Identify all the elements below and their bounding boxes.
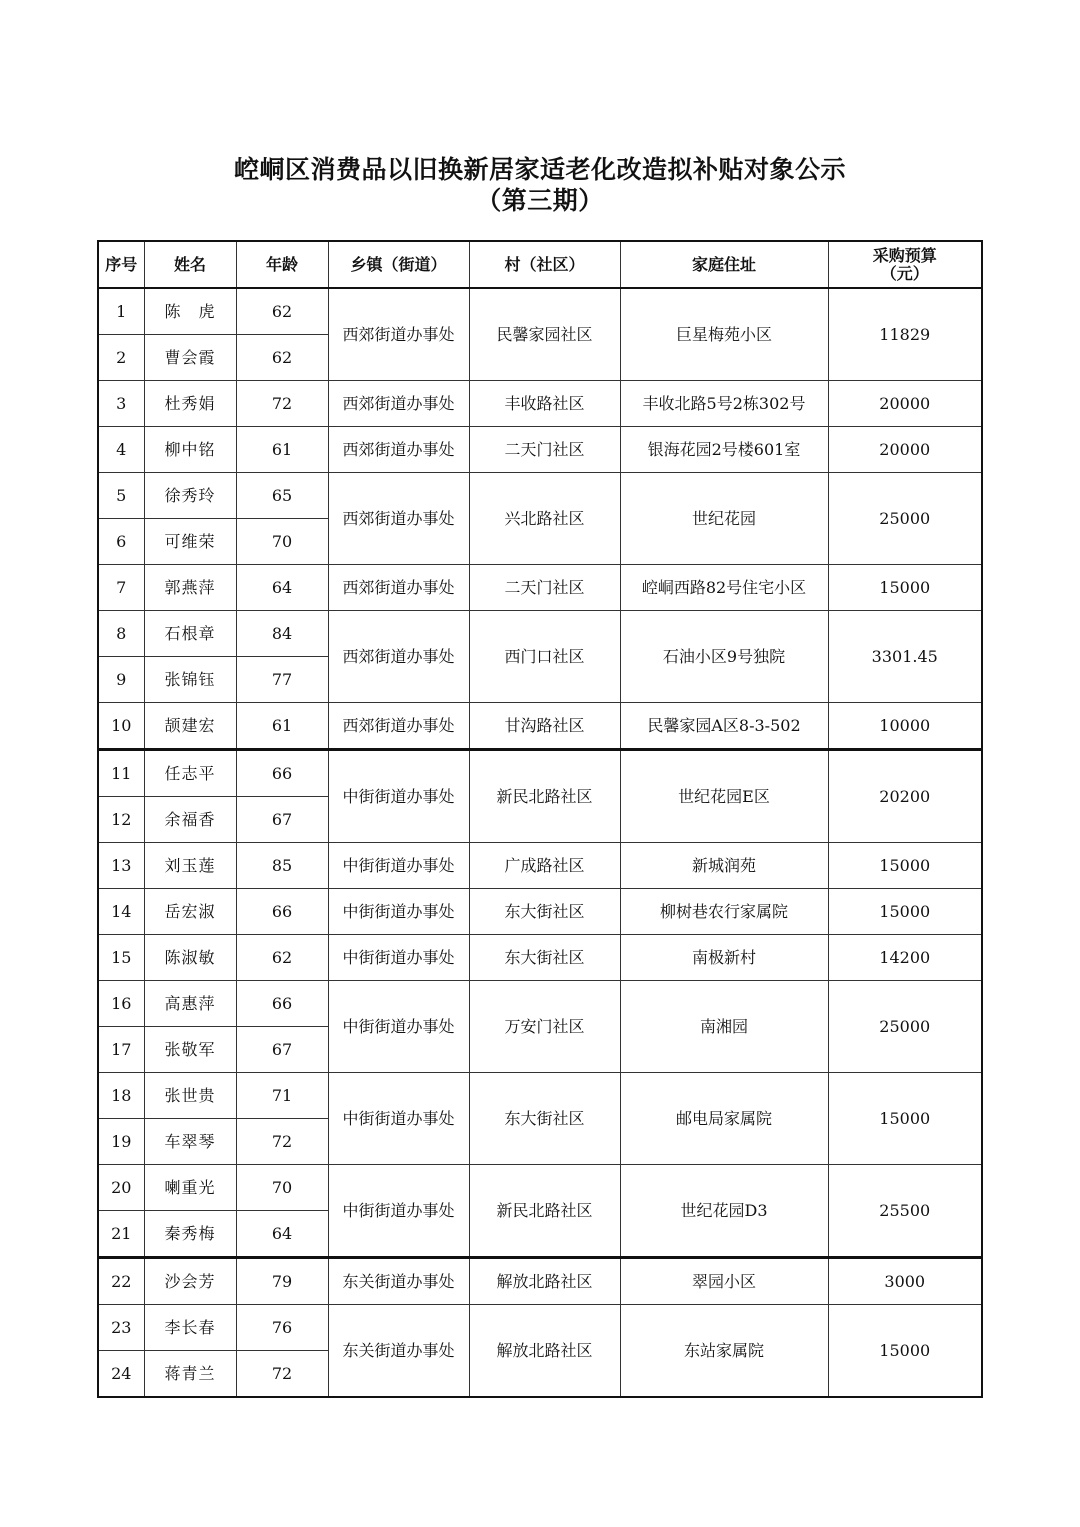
cell-town: 西郊街道办事处 xyxy=(328,427,469,473)
cell-address: 南极新村 xyxy=(620,935,828,981)
cell-no: 2 xyxy=(98,335,144,381)
table-row xyxy=(98,611,982,657)
cell-no: 5 xyxy=(98,473,144,519)
cell-age: 61 xyxy=(236,427,328,473)
cell-address: 崆峒西路82号住宅小区 xyxy=(620,565,828,611)
table-row xyxy=(98,889,982,935)
cell-address: 民馨家园A区8-3-502 xyxy=(620,703,828,750)
cell-budget: 25000 xyxy=(828,981,982,1073)
header-budget-line1: 采购预算 xyxy=(872,245,937,265)
cell-town: 中街街道办事处 xyxy=(328,889,469,935)
cell-age: 65 xyxy=(236,473,328,519)
cell-address: 石油小区9号独院 xyxy=(620,611,828,703)
cell-address: 世纪花园E区 xyxy=(620,750,828,843)
cell-town: 中街街道办事处 xyxy=(328,843,469,889)
table-row xyxy=(98,750,982,797)
cell-town: 中街街道办事处 xyxy=(328,1165,469,1258)
cell-village: 解放北路社区 xyxy=(469,1305,620,1398)
cell-age: 79 xyxy=(236,1258,328,1305)
cell-village: 东大街社区 xyxy=(469,935,620,981)
cell-no: 4 xyxy=(98,427,144,473)
cell-town: 西郊街道办事处 xyxy=(328,288,469,381)
cell-age: 76 xyxy=(236,1305,328,1351)
cell-village: 西门口社区 xyxy=(469,611,620,703)
cell-address: 邮电局家属院 xyxy=(620,1073,828,1165)
cell-name: 车翠琴 xyxy=(144,1119,236,1165)
cell-name: 沙会芳 xyxy=(144,1258,236,1305)
cell-age: 84 xyxy=(236,611,328,657)
table-body xyxy=(98,288,982,1397)
cell-no: 10 xyxy=(98,703,144,750)
cell-budget: 15000 xyxy=(828,843,982,889)
cell-age: 66 xyxy=(236,981,328,1027)
cell-age: 64 xyxy=(236,1211,328,1258)
cell-age: 62 xyxy=(236,335,328,381)
cell-budget: 20000 xyxy=(828,381,982,427)
cell-name: 柳中铭 xyxy=(144,427,236,473)
cell-village: 新民北路社区 xyxy=(469,750,620,843)
header-town: 乡镇（街道） xyxy=(328,241,469,288)
table-row xyxy=(98,843,982,889)
cell-name: 李长春 xyxy=(144,1305,236,1351)
cell-age: 61 xyxy=(236,703,328,750)
cell-town: 西郊街道办事处 xyxy=(328,611,469,703)
cell-village: 二天门社区 xyxy=(469,427,620,473)
cell-budget: 15000 xyxy=(828,889,982,935)
table-row xyxy=(98,1258,982,1305)
document-subtitle: （第三期） xyxy=(476,186,604,215)
cell-town: 中街街道办事处 xyxy=(328,750,469,843)
cell-name: 蒋青兰 xyxy=(144,1351,236,1398)
cell-address: 东站家属院 xyxy=(620,1305,828,1398)
cell-no: 22 xyxy=(98,1258,144,1305)
cell-age: 70 xyxy=(236,1165,328,1211)
cell-address: 丰收北路5号2栋302号 xyxy=(620,381,828,427)
cell-budget: 15000 xyxy=(828,565,982,611)
cell-town: 西郊街道办事处 xyxy=(328,565,469,611)
cell-no: 16 xyxy=(98,981,144,1027)
cell-name: 陈淑敏 xyxy=(144,935,236,981)
cell-name: 徐秀玲 xyxy=(144,473,236,519)
header-village: 村（社区） xyxy=(469,241,620,288)
cell-address: 银海花园2号楼601室 xyxy=(620,427,828,473)
cell-address: 南湘园 xyxy=(620,981,828,1073)
cell-name: 张世贵 xyxy=(144,1073,236,1119)
cell-name: 张锦钰 xyxy=(144,657,236,703)
cell-age: 62 xyxy=(236,935,328,981)
cell-name: 石根章 xyxy=(144,611,236,657)
cell-village: 解放北路社区 xyxy=(469,1258,620,1305)
cell-age: 71 xyxy=(236,1073,328,1119)
cell-age: 70 xyxy=(236,519,328,565)
cell-no: 18 xyxy=(98,1073,144,1119)
cell-address: 巨星梅苑小区 xyxy=(620,288,828,381)
header-budget-line2: （元） xyxy=(880,263,929,283)
cell-budget: 25500 xyxy=(828,1165,982,1258)
table-row xyxy=(98,1165,982,1211)
cell-village: 民馨家园社区 xyxy=(469,288,620,381)
cell-age: 62 xyxy=(236,288,328,335)
cell-name: 秦秀梅 xyxy=(144,1211,236,1258)
cell-name: 岳宏淑 xyxy=(144,889,236,935)
cell-name: 曹会霞 xyxy=(144,335,236,381)
cell-name: 陈 虎 xyxy=(144,288,236,335)
cell-no: 7 xyxy=(98,565,144,611)
table-row xyxy=(98,935,982,981)
cell-age: 72 xyxy=(236,1351,328,1398)
cell-no: 14 xyxy=(98,889,144,935)
cell-address: 世纪花园D3 xyxy=(620,1165,828,1258)
cell-age: 72 xyxy=(236,1119,328,1165)
cell-town: 中街街道办事处 xyxy=(328,935,469,981)
cell-village: 万安门社区 xyxy=(469,981,620,1073)
table-row xyxy=(98,703,982,750)
cell-name: 颉建宏 xyxy=(144,703,236,750)
cell-budget: 14200 xyxy=(828,935,982,981)
cell-no: 23 xyxy=(98,1305,144,1351)
header-address: 家庭住址 xyxy=(620,241,828,288)
cell-village: 东大街社区 xyxy=(469,1073,620,1165)
header-no: 序号 xyxy=(98,241,144,288)
cell-age: 72 xyxy=(236,381,328,427)
cell-address: 柳树巷农行家属院 xyxy=(620,889,828,935)
cell-no: 13 xyxy=(98,843,144,889)
header-budget xyxy=(828,241,982,288)
cell-budget: 20200 xyxy=(828,750,982,843)
table-row xyxy=(98,427,982,473)
cell-village: 兴北路社区 xyxy=(469,473,620,565)
cell-town: 中街街道办事处 xyxy=(328,981,469,1073)
cell-town: 东关街道办事处 xyxy=(328,1305,469,1398)
cell-village: 甘沟路社区 xyxy=(469,703,620,750)
cell-budget: 20000 xyxy=(828,427,982,473)
cell-town: 中街街道办事处 xyxy=(328,1073,469,1165)
cell-village: 二天门社区 xyxy=(469,565,620,611)
cell-age: 85 xyxy=(236,843,328,889)
cell-village: 丰收路社区 xyxy=(469,381,620,427)
header-name: 姓名 xyxy=(144,241,236,288)
cell-age: 77 xyxy=(236,657,328,703)
cell-no: 19 xyxy=(98,1119,144,1165)
cell-age: 66 xyxy=(236,750,328,797)
cell-budget: 11829 xyxy=(828,288,982,381)
cell-no: 17 xyxy=(98,1027,144,1073)
cell-no: 3 xyxy=(98,381,144,427)
cell-no: 24 xyxy=(98,1351,144,1398)
cell-no: 15 xyxy=(98,935,144,981)
cell-budget: 15000 xyxy=(828,1073,982,1165)
cell-no: 12 xyxy=(98,797,144,843)
cell-address: 新城润苑 xyxy=(620,843,828,889)
table-row xyxy=(98,565,982,611)
cell-budget: 3000 xyxy=(828,1258,982,1305)
cell-name: 张敬军 xyxy=(144,1027,236,1073)
cell-name: 余福香 xyxy=(144,797,236,843)
cell-name: 任志平 xyxy=(144,750,236,797)
header-age: 年龄 xyxy=(236,241,328,288)
cell-age: 67 xyxy=(236,797,328,843)
cell-town: 西郊街道办事处 xyxy=(328,703,469,750)
document-title: 崆峒区消费品以旧换新居家适老化改造拟补贴对象公示 xyxy=(233,155,846,184)
cell-village: 东大街社区 xyxy=(469,889,620,935)
table-row xyxy=(98,1305,982,1351)
cell-name: 喇重光 xyxy=(144,1165,236,1211)
cell-no: 1 xyxy=(98,288,144,335)
cell-no: 21 xyxy=(98,1211,144,1258)
table-header-row xyxy=(98,241,982,288)
cell-no: 20 xyxy=(98,1165,144,1211)
cell-town: 西郊街道办事处 xyxy=(328,381,469,427)
cell-budget: 25000 xyxy=(828,473,982,565)
cell-town: 东关街道办事处 xyxy=(328,1258,469,1305)
table-row xyxy=(98,473,982,519)
table-row xyxy=(98,381,982,427)
cell-name: 郭燕萍 xyxy=(144,565,236,611)
cell-village: 新民北路社区 xyxy=(469,1165,620,1258)
cell-age: 64 xyxy=(236,565,328,611)
cell-name: 杜秀娟 xyxy=(144,381,236,427)
cell-no: 11 xyxy=(98,750,144,797)
cell-age: 66 xyxy=(236,889,328,935)
cell-budget: 3301.45 xyxy=(828,611,982,703)
cell-address: 翠园小区 xyxy=(620,1258,828,1305)
cell-budget: 10000 xyxy=(828,703,982,750)
table-row xyxy=(98,1073,982,1119)
cell-address: 世纪花园 xyxy=(620,473,828,565)
cell-budget: 15000 xyxy=(828,1305,982,1398)
cell-town: 西郊街道办事处 xyxy=(328,473,469,565)
cell-no: 9 xyxy=(98,657,144,703)
table-row xyxy=(98,288,982,335)
cell-no: 8 xyxy=(98,611,144,657)
subsidy-table xyxy=(97,240,983,1398)
cell-name: 可维荣 xyxy=(144,519,236,565)
table-row xyxy=(98,981,982,1027)
cell-name: 高惠萍 xyxy=(144,981,236,1027)
cell-age: 67 xyxy=(236,1027,328,1073)
cell-no: 6 xyxy=(98,519,144,565)
cell-village: 广成路社区 xyxy=(469,843,620,889)
cell-name: 刘玉莲 xyxy=(144,843,236,889)
